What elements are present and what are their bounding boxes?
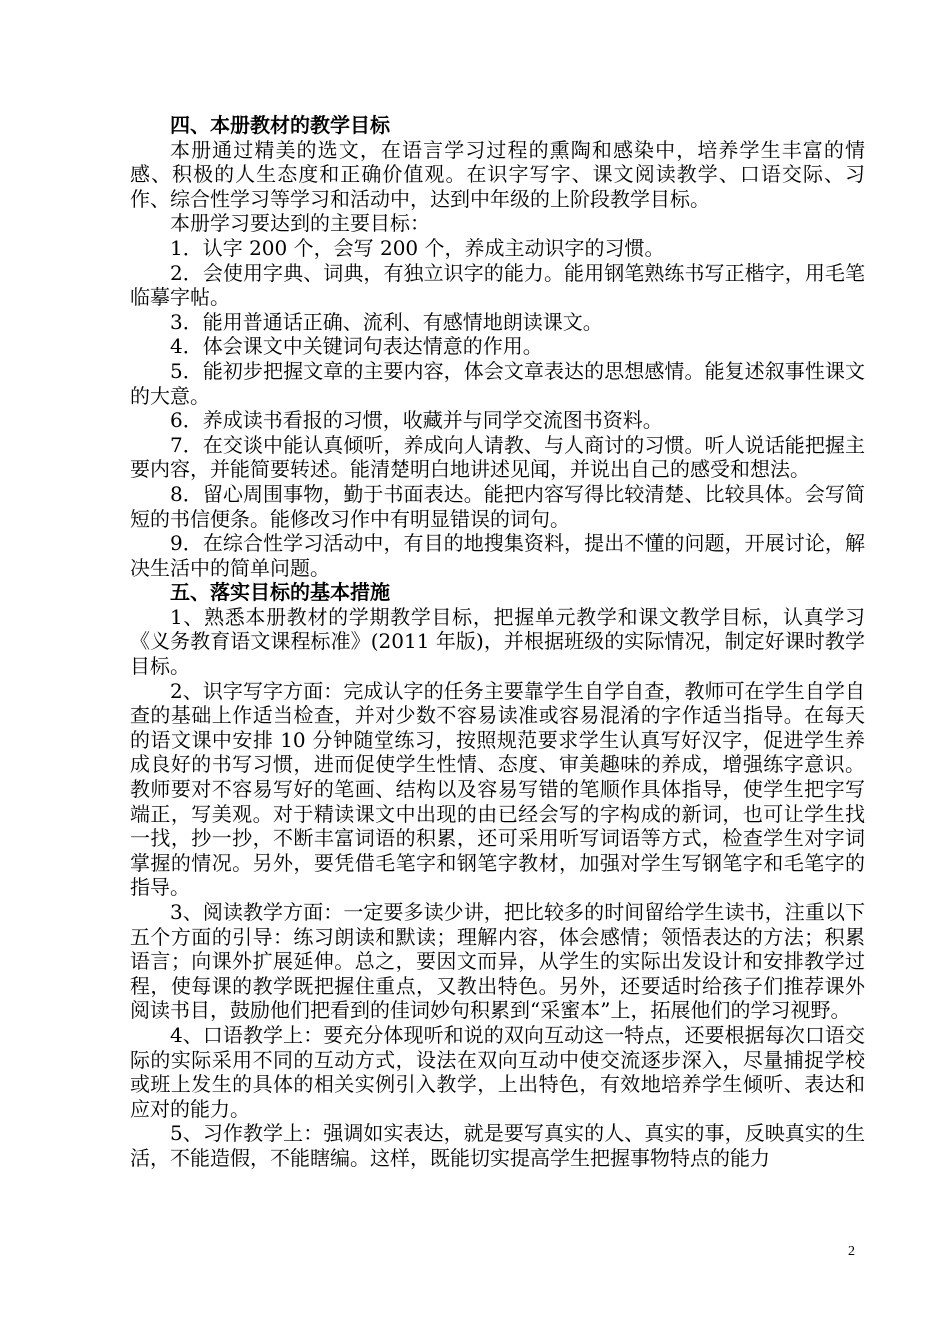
goal-item: 1．认字 200 个，会写 200 个，养成主动识字的习惯。 (170, 235, 665, 260)
measure-paragraph: 4、口语教学上：要充分体现听和说的双向互动这一特点，还要根据每次口语交际的实际采用不同的互动方式，设法在双向互动中使交流逐步深入，尽量捕捉学校或班上发生的具体的相关实例引入教学，上出特色，有效地培养学生倾听、表达和应对的能力。 (130, 1022, 865, 1121)
goal-item: 9．在综合性学习活动中，有目的地搜集资料，提出不懂的问题，开展讨论，解决生活中的简单问题。 (130, 531, 865, 580)
measure-paragraph: 2、识字写字方面：完成认字的任务主要靠学生自学自查，教师可在学生自学自查的基础上作适当检查，并对少数不容易读准或容易混淆的字作适当指导。在每天的语文课中安排 10 分钟随堂练习，按照规范要求学生认真写好汉字，促进学生养成良好的书写习惯，进而促使学生性情、态度、审美趣味的养成，增强练字意识。教师要对不容易写好的笔画、结构以及容易写错的笔顺作具体指导，使学生把字写端正，写美观。对于精读课文中出现的由已经会写的字构成的新词，也可让学生找一找，抄一抄，不断丰富词语的积累，还可采用听写词语等方式，检查学生对字词掌握的情况。另外，要凭借毛笔字和钢笔字教材，加强对学生写钢笔字和毛笔字的指导。 (130, 678, 865, 900)
document-body (130, 113, 865, 1171)
goal-item: 8．留心周围事物，勤于书面表达。能把内容写得比较清楚、比较具体。会写简短的书信便条。能修改习作中有明显错误的词句。 (130, 481, 865, 531)
body-paragraph: 本册学习要达到的主要目标： (170, 211, 430, 236)
goal-item: 2．会使用字典、词典，有独立识字的能力。能用钢笔熟练书写正楷字，用毛笔临摹字帖。 (130, 260, 865, 310)
section-heading-measures: 五、落实目标的基本措施 (170, 580, 390, 605)
body-paragraph: 本册通过精美的选文，在语言学习过程的熏陶和感染中，培养学生丰富的情感、积极的人生态度和正确价值观。在识字写字、课文阅读教学、口语交际、习作、综合性学习等学习和活动中，达到中年级的上阶段教学目标。 (130, 137, 865, 211)
measure-paragraph: 3、阅读教学方面：一定要多读少讲，把比较多的时间留给学生读书，注重以下五个方面的引导：练习朗读和默读；理解内容，体会感情；领悟表达的方法；积累语言；向课外扩展延伸。总之，要因文而异，从学生的实际出发设计和安排教学过程，使每课的教学既把握住重点，又教出特色。另外，还要适时给孩子们推荐课外阅读书目，鼓励他们把看到的佳词妙句积累到“采蜜本”上，拓展他们的学习视野。 (130, 900, 865, 1023)
section-heading-teaching-goals: 四、本册教材的教学目标 (170, 113, 390, 137)
goal-item: 4．体会课文中关键词句表达情意的作用。 (170, 334, 543, 359)
goal-item: 3．能用普通话正确、流利、有感情地朗读课文。 (170, 309, 603, 334)
goal-item: 5．能初步把握文章的主要内容，体会文章表达的思想感情。能复述叙事性课文的大意。 (130, 358, 865, 408)
goal-item: 6．养成读书看报的习惯，收藏并与同学交流图书资料。 (170, 408, 663, 433)
measure-paragraph: 5、习作教学上：强调如实表达，就是要写真实的人、真实的事，反映真实的生活，不能造假，不能瞎编。这样，既能切实提高学生把握事物特点的能力 (130, 1121, 865, 1170)
measure-paragraph: 1、熟悉本册教材的学期教学目标，把握单元教学和课文教学目标，认真学习《义务教育语文课程标准》(2011 年版)，并根据班级的实际情况，制定好课时教学目标。 (130, 604, 865, 679)
page-number: 2 (848, 1244, 855, 1259)
goal-item: 7．在交谈中能认真倾听，养成向人请教、与人商讨的习惯。听人说话能把握主要内容，并能简要转述。能清楚明白地讲述见闻，并说出自己的感受和想法。 (130, 432, 865, 482)
